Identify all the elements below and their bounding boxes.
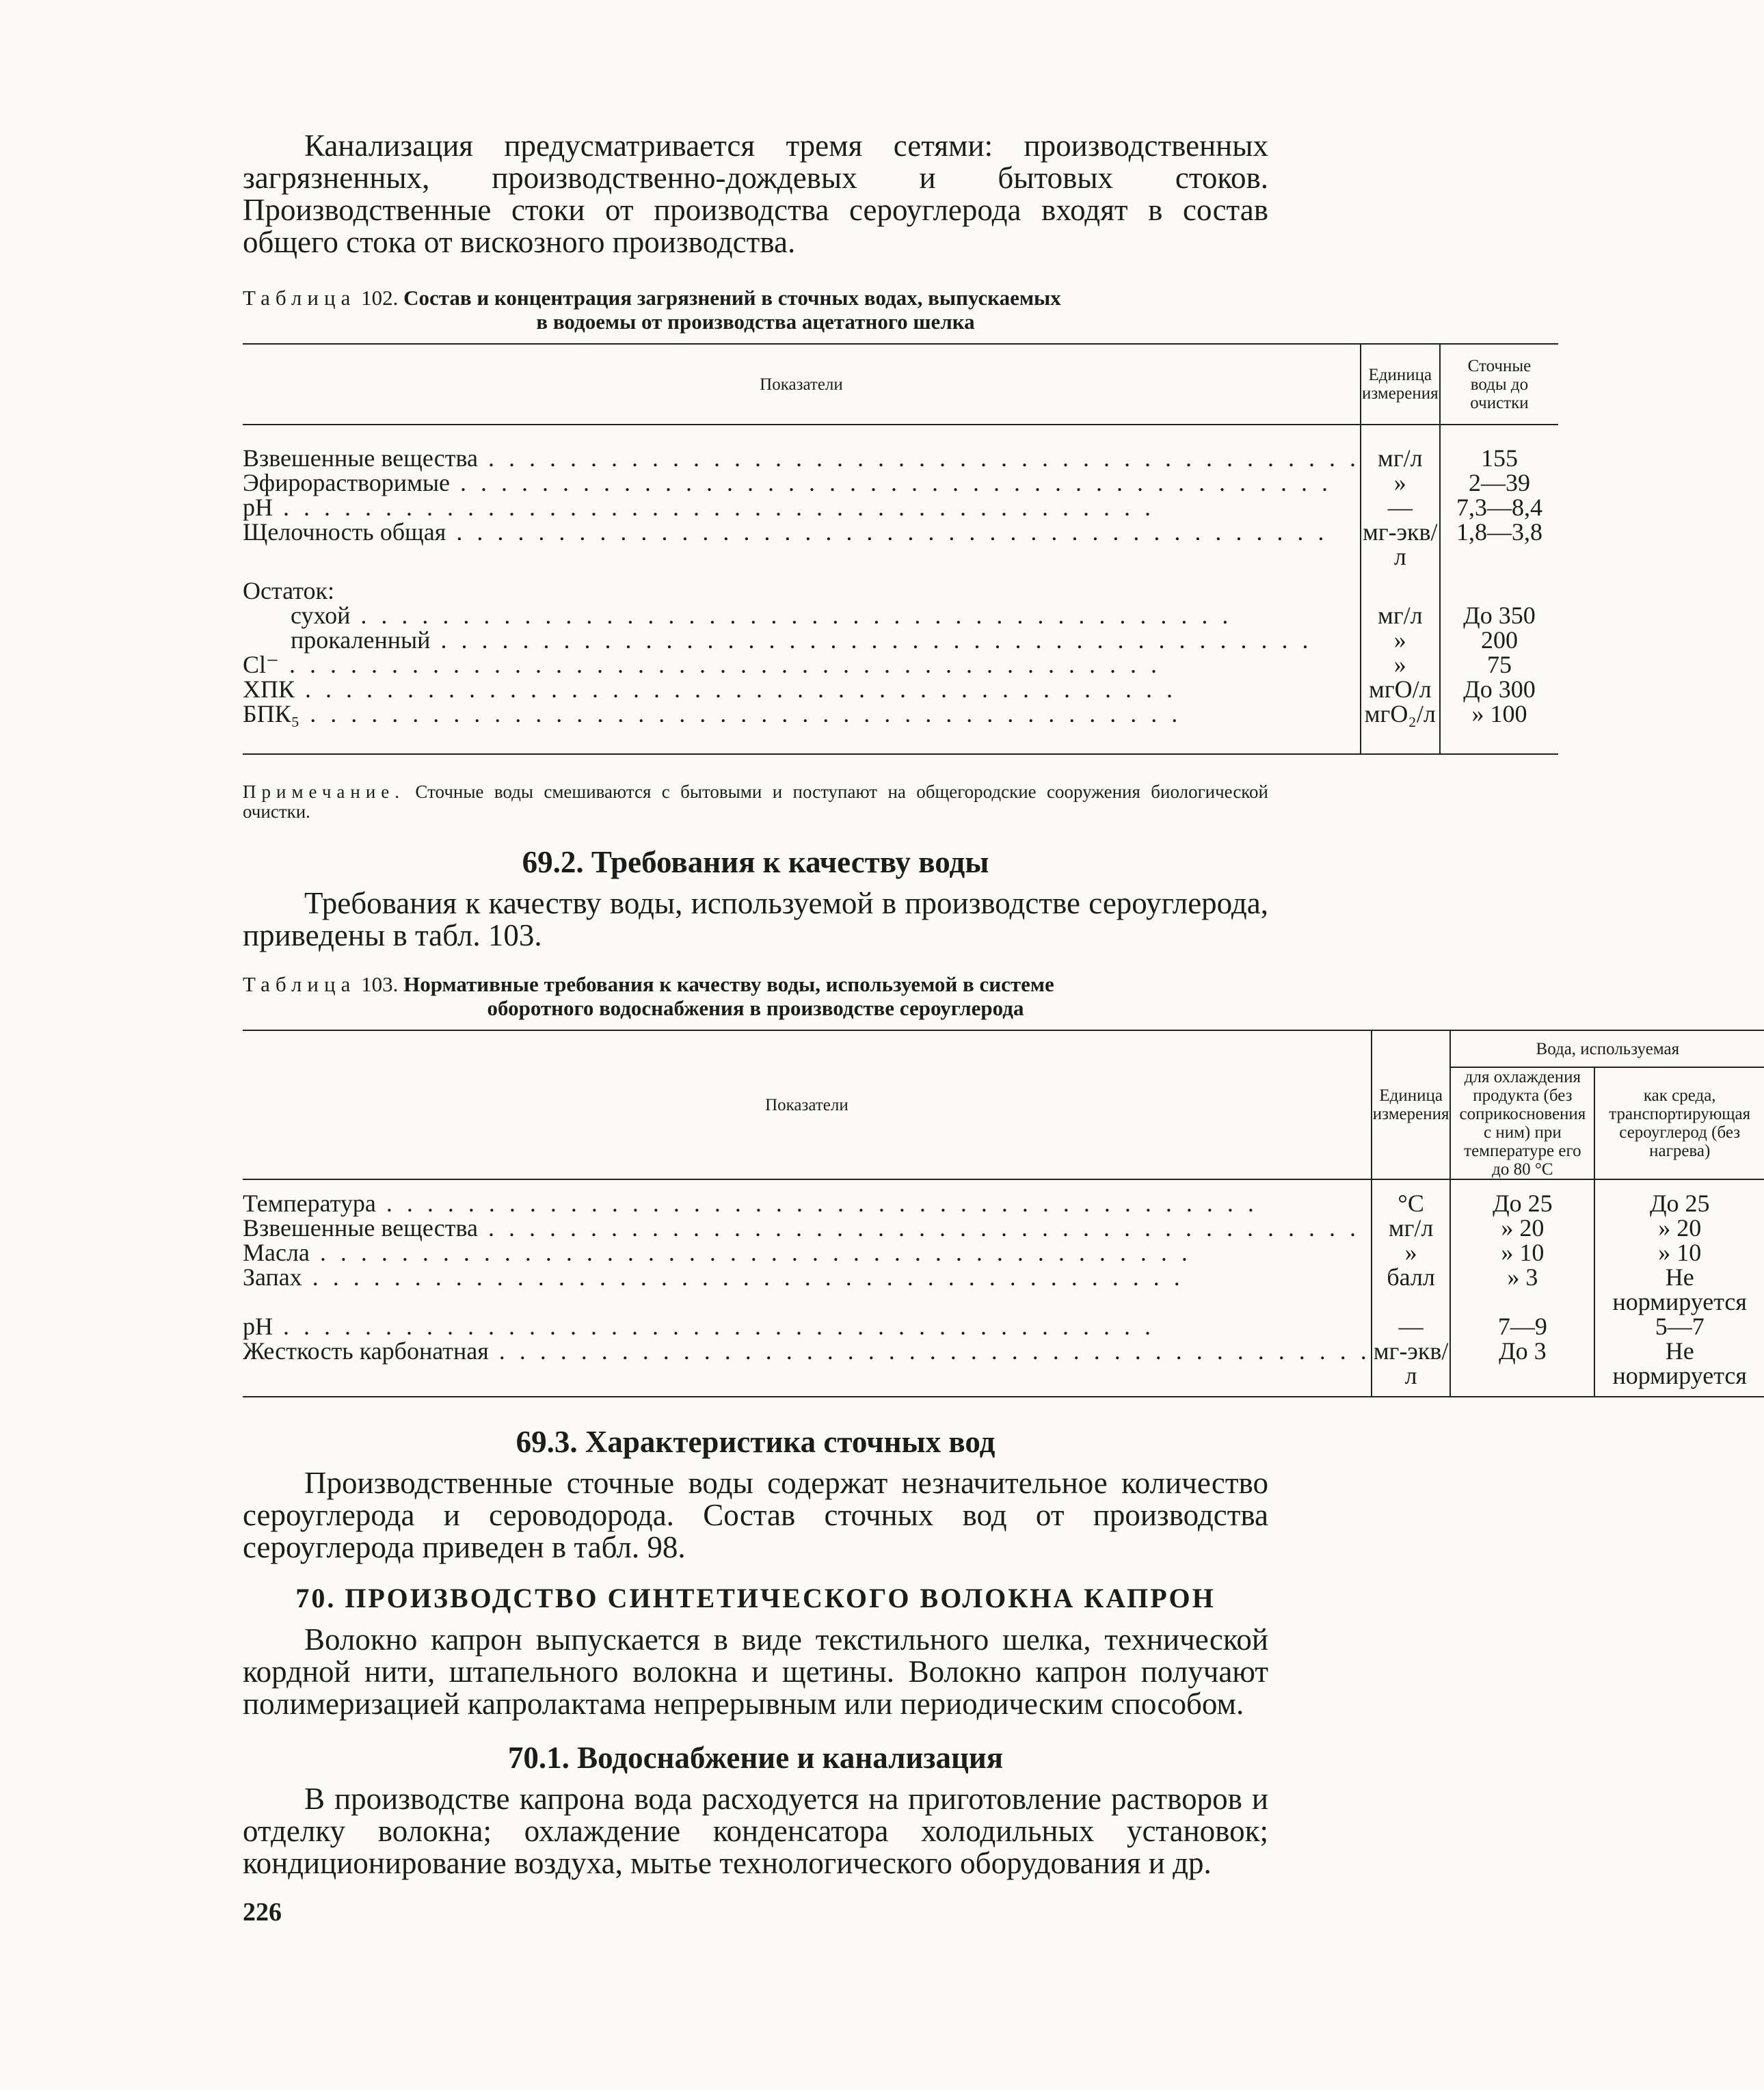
t102-row-name: БПК₅ . . . — [243, 701, 1361, 726]
page-number: 226 — [243, 1898, 282, 1927]
t102-row-name: сухой . . . — [243, 603, 1361, 628]
t102-row-value: До 350 — [1440, 603, 1559, 628]
table-row — [243, 1339, 1764, 1388]
table-103-title-line2: оборотного водоснабжения в производстве сероуглерода — [487, 996, 1024, 1020]
t103-row-v1: » 20 — [1450, 1216, 1594, 1240]
table-row — [243, 652, 1558, 677]
t102-row-value: 75 — [1440, 652, 1559, 677]
table-103-title-line1: Нормативные требования к качеству воды, используемой в системе — [403, 972, 1054, 996]
section-70-1-text: В производстве капрона вода расходуется на приготовление растворов и отделку волокна; охлаждение конденсатора холодильных установок; кондиционирование воздуха, мытье технологического оборудования и др. — [243, 1782, 1268, 1880]
t103-row-v2: » 10 — [1594, 1240, 1764, 1265]
t102-row-unit: мг/л — [1361, 603, 1440, 628]
table-row — [243, 446, 1558, 470]
note-text: Сточные воды смешиваются с бытовыми и поступают на общегородские сооружения биологической очистки. — [243, 781, 1269, 822]
t103-row-name: Взвешенные вещества . . . — [243, 1216, 1372, 1240]
table-102-label: Таблица — [243, 286, 356, 310]
table-102-title-line1: Состав и концентрация загрязнений в сточных водах, выпускаемых — [403, 286, 1061, 310]
t102-row-value: 7,3—8,4 — [1440, 495, 1559, 520]
t102-group-label: Остаток: — [243, 577, 334, 604]
t103-row-name: Температура . . . — [243, 1191, 1372, 1216]
t103-header-col1: для охлаждения продукта (без соприкосновения с ним) при температуре его до 80 °С — [1450, 1067, 1594, 1179]
t102-row-unit: мг/л — [1361, 446, 1440, 470]
table-103-number: 103. — [361, 972, 399, 996]
table-102-title-line2: в водоемы от производства ацетатного шелка — [536, 310, 975, 334]
t103-header-group: Вода, используемая — [1450, 1030, 1764, 1067]
table-row — [243, 628, 1558, 652]
section-69-2-text: Требования к качеству воды, используемой в производстве сероуглерода, приведены в табл. 103. — [243, 886, 1268, 952]
t103-row-v1: До 25 — [1450, 1191, 1594, 1216]
t103-row-v1: » 10 — [1450, 1240, 1594, 1265]
section-69-3-heading: 69.3. Характеристика сточных вод — [516, 1425, 995, 1459]
table-102 — [243, 343, 1558, 755]
table-row — [243, 1191, 1764, 1216]
table-row — [243, 520, 1558, 569]
note-label: Примечание. — [243, 781, 405, 802]
section-70-1-heading: 70.1. Водоснабжение и канализация — [507, 1741, 1004, 1775]
t103-row-v2: Не нормируется — [1594, 1339, 1764, 1388]
table-103-label: Таблица — [243, 972, 356, 996]
table-row — [243, 1216, 1764, 1240]
t102-row-unit: мг-экв/л — [1361, 520, 1440, 569]
t103-row-unit: мг-экв/л — [1372, 1339, 1451, 1388]
table-row — [243, 603, 1558, 628]
section-69-2-heading: 69.2. Требования к качеству воды — [522, 845, 989, 879]
t102-row-value: 1,8—3,8 — [1440, 520, 1559, 569]
table-row — [243, 1265, 1764, 1314]
table-row — [243, 495, 1558, 520]
table-102-number: 102. — [361, 286, 399, 310]
page-content — [243, 129, 1751, 1927]
table-102-note — [243, 782, 1268, 822]
table-row — [243, 677, 1558, 701]
t102-row-name: Щелочность общая . . . — [243, 520, 1361, 569]
t103-row-name: Запах . . . — [243, 1265, 1372, 1314]
t102-row-unit: мгО/л — [1361, 677, 1440, 701]
t102-row-unit: — — [1361, 495, 1440, 520]
t103-row-unit: — — [1372, 1314, 1451, 1339]
t102-header-value: Сточные воды до очистки — [1440, 344, 1559, 425]
t103-header-param: Показатели — [243, 1030, 1372, 1179]
table-103-caption — [243, 972, 1268, 1020]
t102-row-value: 2—39 — [1440, 470, 1559, 495]
t103-row-v2: » 20 — [1594, 1216, 1764, 1240]
table-103 — [243, 1030, 1764, 1397]
t102-row-name: Взвешенные вещества . . . — [243, 446, 1361, 470]
t103-row-unit: балл — [1372, 1265, 1451, 1314]
t103-row-unit: мг/л — [1372, 1216, 1451, 1240]
table-row — [243, 470, 1558, 495]
t102-row-name: прокаленный . . . — [243, 628, 1361, 652]
t102-row-name: pH . . . — [243, 495, 1361, 520]
t102-row-name: ХПК . . . — [243, 677, 1361, 701]
t102-header-unit: Единица измерения — [1361, 344, 1440, 425]
t102-header-param: Показатели — [243, 344, 1361, 425]
t102-row-name: Эфирорастворимые . . . — [243, 470, 1361, 495]
t102-row-value: До 300 — [1440, 677, 1559, 701]
t103-row-name: pH . . . — [243, 1314, 1372, 1339]
table-row — [243, 569, 1558, 603]
intro-paragraph: Канализация предусматривается тремя сетями: производственных загрязненных, производственно-дождевых и бытовых стоков. Производственные стоки от производства сероуглерода входят в состав общего стока от вискозного производства. — [243, 129, 1268, 259]
table-row — [243, 1240, 1764, 1265]
t103-row-v1: До 3 — [1450, 1339, 1594, 1388]
section-69-3-text: Производственные сточные воды содержат незначительное количество сероуглерода и сероводорода. Состав сточных вод от производства сероуглерода приведен в табл. 98. — [243, 1466, 1268, 1564]
t103-row-unit: » — [1372, 1240, 1451, 1265]
t102-row-unit: » — [1361, 652, 1440, 677]
t103-row-name: Жесткость карбонатная . . . — [243, 1339, 1372, 1388]
t103-row-v2: 5—7 — [1594, 1314, 1764, 1339]
table-row — [243, 701, 1558, 726]
t102-row-unit: » — [1361, 470, 1440, 495]
t102-row-value: 200 — [1440, 628, 1559, 652]
section-70-heading: 70. ПРОИЗВОДСТВО СИНТЕТИЧЕСКОГО ВОЛОКНА КАПРОН — [295, 1583, 1216, 1613]
t102-row-name: Cl⁻ . . . — [243, 652, 1361, 677]
t102-row-value: 155 — [1440, 446, 1559, 470]
t103-header-col2: как среда, транспортирующая сероуглерод (без нагрева) — [1594, 1067, 1764, 1179]
t103-row-v1: 7—9 — [1450, 1314, 1594, 1339]
t103-header-unit: Единица измерения — [1372, 1030, 1451, 1179]
section-70-text: Волокно капрон выпускается в виде текстильного шелка, технической кордной нити, штапельного волокна и щетины. Волокно капрон получают полимеризацией капролактама непрерывным или периодическим способом. — [243, 1622, 1268, 1721]
t103-row-v1: » 3 — [1450, 1265, 1594, 1314]
t102-row-unit: мгО₂/л — [1361, 701, 1440, 726]
table-row — [243, 1314, 1764, 1339]
t103-row-unit: °С — [1372, 1191, 1451, 1216]
t102-row-unit: » — [1361, 628, 1440, 652]
t103-row-name: Масла . . . — [243, 1240, 1372, 1265]
t103-row-v2: Не нормируется — [1594, 1265, 1764, 1314]
t102-row-value: » 100 — [1440, 701, 1559, 726]
t103-row-v2: До 25 — [1594, 1191, 1764, 1216]
table-102-caption — [243, 286, 1268, 334]
